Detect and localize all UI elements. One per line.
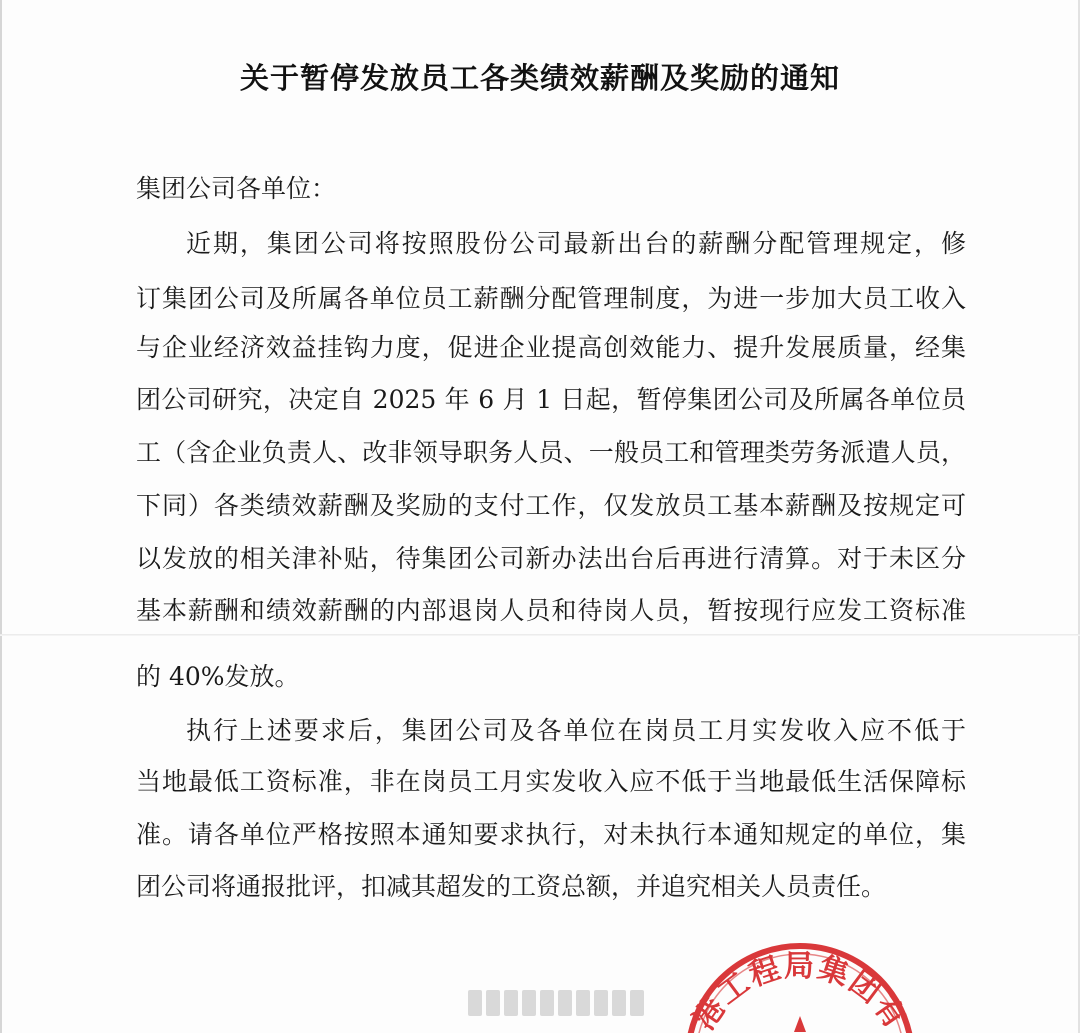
page-fold-line [0, 634, 1080, 636]
paragraph-1-line-1: 近期，集团公司将按照股份公司最新出台的薪酬分配管理规定，修 [186, 229, 966, 258]
paragraph-1-line-5: 工（含企业负责人、改非领导职务人员、一般员工和管理类劳务派遣人员， [136, 438, 966, 467]
blurred-text-fragment [468, 990, 648, 1020]
seal-text: 港工程局集团有 [686, 948, 914, 1033]
paragraph-2-line-1: 执行上述要求后，集团公司及各单位在岗员工月实发收入应不低于 [186, 716, 966, 745]
paragraph-2-line-4: 团公司将通报批评，扣减其超发的工资总额，并追究相关人员责任。 [136, 872, 887, 901]
paragraph-1-line-6: 下同）各类绩效薪酬及奖励的支付工作，仅发放员工基本薪酬及按规定可 [136, 491, 966, 520]
paragraph-2-line-3: 准。请各单位严格按照本通知要求执行，对未执行本通知规定的单位，集 [136, 820, 966, 849]
paragraph-1-line-4: 团公司研究，决定自 2025 年 6 月 1 日起，暂停集团公司及所属各单位员 [136, 385, 966, 414]
paragraph-1-line-2: 订集团公司及所属各单位员工薪酬分配管理制度，为进一步加大员工收入 [136, 284, 966, 313]
seal-star-icon [794, 1016, 806, 1032]
salutation: 集团公司各单位： [136, 174, 337, 203]
paragraph-1-line-7: 以发放的相关津补贴，待集团公司新办法出台后再进行清算。对于未区分 [136, 544, 966, 573]
paragraph-1-line-3: 与企业经济效益挂钩力度，促进企业提高创效能力、提升发展质量，经集 [136, 333, 966, 362]
document-title: 关于暂停发放员工各类绩效薪酬及奖励的通知 [239, 61, 840, 95]
paragraph-1-line-8: 基本薪酬和绩效薪酬的内部退岗人员和待岗人员，暂按现行应发工资标准 [136, 596, 966, 625]
page-edge-left [0, 0, 2, 1033]
paragraph-1-line-9: 的 40%发放。 [136, 662, 300, 691]
paragraph-2-line-2: 当地最低工资标准，非在岗员工月实发收入应不低于当地最低生活保障标 [136, 767, 966, 796]
company-seal-icon [680, 938, 920, 1033]
